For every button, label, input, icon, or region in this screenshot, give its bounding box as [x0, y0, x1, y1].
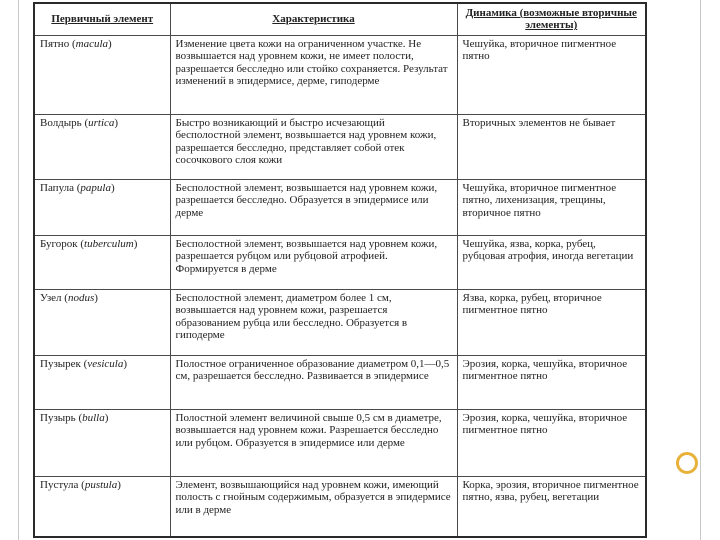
element-description: Полостной элемент величиной свыше 0,5 см в диаметре, возвышается над уровнем кожи. Разрешается бесследно или рубцом. Образуется в эпидермисе или дерме — [170, 409, 457, 476]
element-latin-name: bulla — [82, 411, 105, 424]
element-dynamics: Чешуйка, язва, корка, рубец, рубцовая атрофия, иногда вегетации — [457, 235, 646, 289]
element-description: Быстро возникающий и быстро исчезающий бесполостной элемент, возвышается над уровнем кожи, разрешается бесследно, представляет собой отек сосочкового слоя кожи — [170, 114, 457, 179]
document-sheet — [33, 2, 645, 538]
element-dynamics: Эрозия, корка, чешуйка, вторичное пигментное пятно — [457, 355, 646, 409]
table-row — [34, 409, 646, 476]
primary-elements-table — [33, 2, 647, 538]
table-row — [34, 476, 646, 537]
table-row — [34, 179, 646, 235]
element-description: Изменение цвета кожи на ограниченном участке. Не возвышается над уровнем кожи, не имеет полости, разрешается бесследно или стойко сохраняется. Результат изменений в эпидермисе, дерме, гиподерме — [170, 35, 457, 114]
element-description: Элемент, возвышающийся над уровнем кожи, имеющий полость с гнойным содержимым, образуется в эпидермисе или в дерме — [170, 476, 457, 537]
header-characteristic: Характеристика — [170, 3, 457, 35]
element-latin-name: nodus — [67, 291, 95, 304]
element-description: Бесполостной элемент, возвышается над уровнем кожи, разрешается рубцом или рубцовой атрофией. Формируется в дерме — [170, 235, 457, 289]
table-row — [34, 114, 646, 179]
table-row — [34, 289, 646, 355]
element-name: Бугорок — [40, 237, 78, 250]
table-row — [34, 355, 646, 409]
element-latin-name: tuberculum — [84, 237, 134, 250]
element-name: Волдырь — [40, 116, 82, 129]
element-name-cell: Пятно (macula) — [34, 35, 170, 114]
element-dynamics: Эрозия, корка, чешуйка, вторичное пигментное пятно — [457, 409, 646, 476]
element-latin-name: vesicula — [87, 357, 124, 370]
element-latin-name: macula — [75, 37, 109, 50]
element-name: Папула — [40, 181, 74, 194]
header-dynamics: Динамика (возможные вторичные элементы) — [457, 3, 646, 35]
element-name: Узел — [40, 291, 62, 304]
right-frame-line — [700, 0, 701, 540]
element-name-cell: Узел (nodus) — [34, 289, 170, 355]
element-latin-name: pustula — [84, 478, 118, 491]
element-name-cell: Папула (papula) — [34, 179, 170, 235]
element-name: Пузырь — [40, 411, 76, 424]
element-dynamics: Язва, корка, рубец, вторичное пигментное пятно — [457, 289, 646, 355]
element-dynamics: Вторичных элементов не бывает — [457, 114, 646, 179]
element-description: Полостное ограниченное образование диаметром 0,1—0,5 см, разрешается бесследно. Развивается в эпидермисе — [170, 355, 457, 409]
element-name: Пятно — [40, 37, 70, 50]
left-frame-line — [18, 0, 19, 540]
element-description: Бесполостной элемент, диаметром более 1 см, возвышается над уровнем кожи, разрешается образованием рубца или бесследно. Образуется в гиподерме — [170, 289, 457, 355]
element-latin-name: papula — [80, 181, 111, 194]
element-name-cell: Бугорок (tuberculum) — [34, 235, 170, 289]
element-description: Бесполостной элемент, возвышается над уровнем кожи, разрешается бесследно. Образуется в эпидермисе или дерме — [170, 179, 457, 235]
element-name-cell: Пузырек (vesicula) — [34, 355, 170, 409]
table-header-row — [34, 3, 646, 35]
header-primary-element: Первичный элемент — [34, 3, 170, 35]
corner-circle-icon — [676, 452, 698, 474]
element-dynamics: Чешуйка, вторичное пигментное пятно — [457, 35, 646, 114]
element-name: Пузырек — [40, 357, 81, 370]
element-name-cell: Пустула (pustula) — [34, 476, 170, 537]
element-name-cell: Волдырь (urtica) — [34, 114, 170, 179]
element-name: Пустула — [40, 478, 79, 491]
element-name-cell: Пузырь (bulla) — [34, 409, 170, 476]
table-row — [34, 235, 646, 289]
element-latin-name: urtica — [88, 116, 115, 129]
element-dynamics: Чешуйка, вторичное пигментное пятно, лихенизация, трещины, вторичное пятно — [457, 179, 646, 235]
table-row — [34, 35, 646, 114]
element-dynamics: Корка, эрозия, вторичное пигментное пятно, язва, рубец, вегетации — [457, 476, 646, 537]
